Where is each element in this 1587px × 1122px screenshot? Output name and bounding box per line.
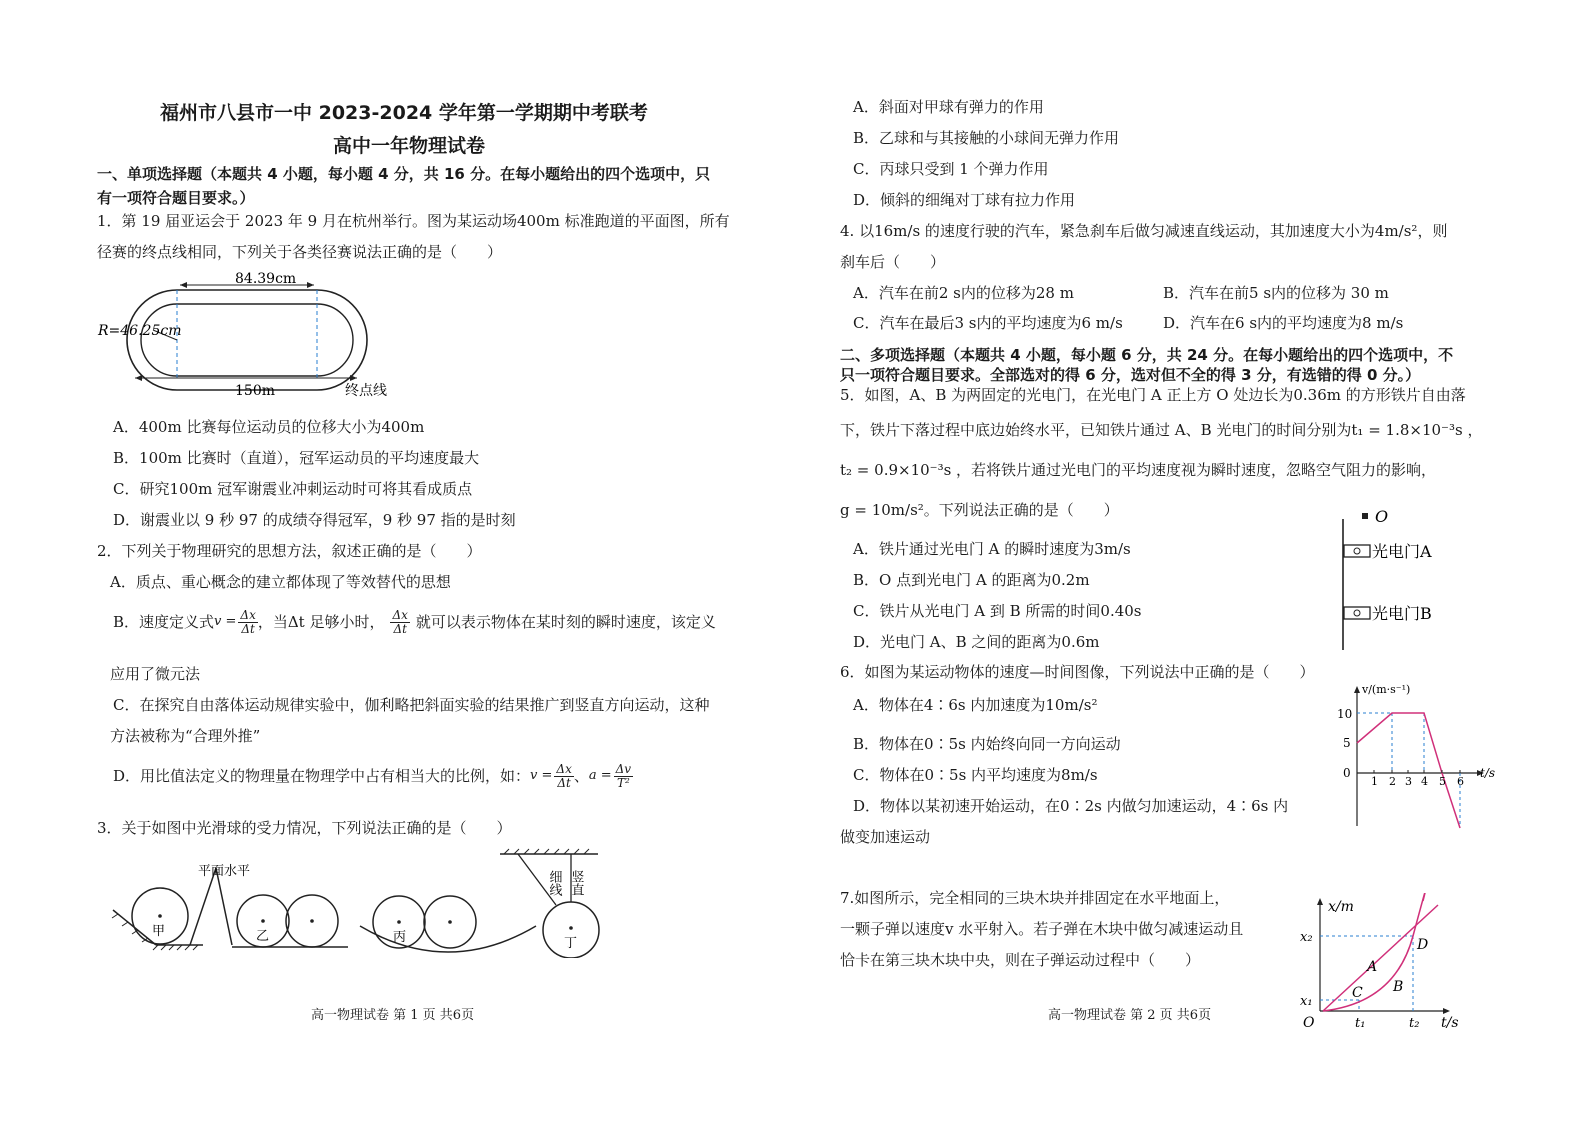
vt-xtick-1: 1 [1371, 775, 1378, 788]
xt-x2-label: x₂ [1300, 930, 1313, 945]
track-bottom-label: 150m [235, 383, 275, 399]
vt-xtick-2: 2 [1389, 775, 1396, 788]
xt-point-c: C [1352, 985, 1363, 1001]
vt-xtick-6: 6 [1457, 775, 1464, 788]
q5-option-c: C．铁片从光电门 A 到 B 所需的时间0.40s [853, 602, 1142, 620]
q6-option-c: C．物体在0∶5s 内平均速度为8m/s [853, 766, 1098, 784]
section2-heading: 二、多项选择题（本题共 4 小题，每小题 6 分，共 24 分。在每小题给出的四个选项中，不 [840, 346, 1454, 364]
vt-ytick-0: 0 [1343, 766, 1351, 780]
q3-option-b: B．乙球和与其接触的小球间无弹力作用 [853, 129, 1120, 147]
q7-stem-2: 一颗子弹以速度v 水平射入。若子弹在木块中做匀减速运动且 [840, 920, 1244, 938]
q6-option-b: B．物体在0∶5s 内始终向同一方向运动 [853, 735, 1121, 753]
xt-graph [1295, 893, 1460, 1035]
section1-heading: 一、单项选择题（本题共 4 小题，每小题 4 分，共 16 分。在每小题给出的四个选项中，只 [97, 165, 711, 183]
vt-ytick-10: 10 [1337, 707, 1353, 721]
q2-b-fraction [238, 609, 257, 636]
exam-subtitle: 高中一年物理试卷 [333, 135, 486, 157]
q2-d-v: v = [530, 768, 553, 783]
gate-a-label: 光电门A [1372, 542, 1432, 561]
xt-x1-label: x₁ [1300, 994, 1313, 1009]
q7-stem-3: 恰卡在第三块木块中央，则在子弹运动过程中（ ） [840, 951, 1201, 969]
q3-option-a: A．斜面对甲球有弹力的作用 [853, 98, 1044, 116]
fraction-numerator: Δv [615, 761, 632, 776]
q2-d-prefix: D．用比值法定义的物理量在物理学中占有相当大的比例，如： [113, 767, 531, 785]
xt-ylabel: x/m [1328, 899, 1354, 915]
vt-xtick-3: 3 [1405, 775, 1412, 788]
xt-xlabel: t/s [1441, 1015, 1459, 1031]
q6-stem: 6．如图为某运动物体的速度—时间图像，下列说法中正确的是（ ） [840, 663, 1315, 681]
q4-stem: 4. 以16m/s 的速度行驶的汽车，紧急刹车后做匀减速直线运动，其加速度大小为4m/s²，则 [840, 222, 1448, 240]
q5-option-a: A．铁片通过光电门 A 的瞬时速度为3m/s [853, 540, 1131, 558]
track-diagram [95, 268, 405, 400]
q1-option-b: B．100m 比赛时（直道），冠军运动员的平均速度最大 [113, 449, 480, 467]
q1-stem-cont: 径赛的终点线相同，下列关于各类径赛说法正确的是（ ） [97, 243, 503, 261]
vt-xlabel: t/s [1480, 766, 1496, 780]
q2-d-separator: 、 [573, 767, 589, 785]
q5-option-b: B．O 点到光电门 A 的距离为0.2m [853, 571, 1090, 589]
fraction-denominator: Δt [241, 621, 255, 636]
q2-option-c-cont: 方法被称为“合理外推” [110, 727, 261, 745]
q4-option-d: D．汽车在6 s内的平均速度为8 m/s [1163, 314, 1404, 332]
finish-line-label: 终点线 [345, 383, 387, 399]
xt-point-d: D [1417, 937, 1429, 953]
q2-stem: 2．下列关于物理研究的思想方法，叙述正确的是（ ） [97, 542, 482, 560]
q2-d-fraction-2 [614, 763, 633, 790]
vt-xtick-4: 4 [1421, 775, 1428, 788]
q5-stem-4: g = 10m/s²。下列说法正确的是（ ） [840, 501, 1119, 519]
page1-footer: 高一物理试卷 第 1 页 共6页 [311, 1008, 475, 1023]
q1-option-c: C．研究100m 冠军谢震业冲刺运动时可将其看成质点 [113, 480, 473, 498]
q2-d-fraction-1 [554, 763, 573, 790]
q1-option-d: D．谢震业以 9 秒 97 的成绩夺得冠军，9 秒 97 指的是时刻 [113, 511, 516, 529]
q5-stem: 5．如图，A、B 为两固定的光电门，在光电门 A 正上方 O 处边长为0.36m 的方形铁片自由落 [840, 386, 1466, 404]
xt-origin: O [1303, 1015, 1315, 1031]
q2-option-b-cont: 应用了微元法 [110, 665, 201, 683]
balls-diagram [108, 848, 608, 958]
q2-option-b [113, 604, 716, 640]
q4-option-b: B．汽车在前5 s内的位移为 30 m [1163, 284, 1389, 302]
gate-b-label: 光电门B [1372, 604, 1432, 623]
rope-label-1: 细线 [546, 870, 562, 896]
q7-stem: 7.如图所示，完全相同的三块木块并排固定在水平地面上， [840, 889, 1230, 907]
vt-ylabel: v/(m·s⁻¹) [1362, 683, 1411, 696]
q4-option-a: A．汽车在前2 s内的位移为28 m [853, 284, 1074, 302]
q5-stem-2: 下，铁片下落过程中底边始终水平，已知铁片通过 A、B 光电门的时间分别为t₁ = 1.8×10⁻³s ， [840, 421, 1483, 439]
q2-option-c: C．在探究自由落体运动规律实验中，伽利略把斜面实验的结果推广到竖直方向运动，这种 [113, 696, 710, 714]
q6-option-d-cont: 做变加速运动 [840, 828, 931, 846]
xt-t1-label: t₁ [1355, 1016, 1366, 1031]
point-o-label: O [1375, 507, 1389, 526]
fraction-denominator: T² [616, 775, 630, 790]
xt-point-b: B [1393, 979, 1404, 995]
fraction-numerator: Δx [240, 607, 256, 622]
q2-option-d [113, 758, 633, 794]
xt-point-a: A [1367, 959, 1378, 975]
section2-heading-cont: 只一项符合题目要求。全部选对的得 6 分，选对但不全的得 3 分，有选错的得 0 分。） [840, 366, 1421, 384]
ball-jia-label: 甲 [152, 924, 166, 939]
vt-ytick-5: 5 [1343, 736, 1351, 750]
q6-option-d: D．物体以某初速开始运动，在0∶2s 内做匀加速运动，4∶6s 内 [853, 797, 1289, 815]
ball-yi-label: 乙 [256, 929, 270, 944]
vt-xtick-5: 5 [1439, 775, 1446, 788]
q2-b-middle: ，当Δt 足够小时， [257, 613, 385, 631]
q6-option-a: A．物体在4∶6s 内加速度为10m/s² [853, 696, 1098, 714]
ball-ding-label: 丁 [564, 936, 578, 951]
q4-stem-cont: 刹车后（ ） [840, 253, 946, 271]
q4-option-c: C．汽车在最后3 s内的平均速度为6 m/s [853, 314, 1123, 332]
photogate-diagram [1335, 505, 1450, 653]
q1-option-a: A．400m 比赛每位运动员的位移大小为400m [113, 418, 425, 436]
q2-d-a: a = [588, 768, 612, 783]
q3-stem: 3．关于如图中光滑球的受力情况，下列说法正确的是（ ） [97, 819, 512, 837]
fraction-denominator: Δt [393, 621, 407, 636]
track-top-label: 84.39cm [235, 271, 297, 287]
fraction-numerator: Δx [392, 607, 408, 622]
flat-horizontal-label: 平面水平 [198, 864, 251, 879]
q3-option-c: C．丙球只受到 1 个弹力作用 [853, 160, 1049, 178]
q2-b-suffix: 就可以表示物体在某时刻的瞬时速度，该定义 [415, 613, 716, 631]
vt-graph [1330, 676, 1500, 832]
page2-footer: 高一物理试卷 第 2 页 共6页 [1048, 1008, 1212, 1023]
track-radius-label: R=46.25cm [98, 323, 182, 339]
fraction-numerator: Δx [556, 761, 572, 776]
section1-heading-cont: 有一项符合题目要求。） [97, 189, 255, 207]
q5-option-d: D．光电门 A、B 之间的距离为0.6m [853, 633, 1100, 651]
q2-b-prefix: B．速度定义式 [113, 613, 215, 631]
q2-b-v: v = [214, 614, 237, 629]
q5-stem-3: t₂ = 0.9×10⁻³s ，若将铁片通过光电门的平均速度视为瞬时速度，忽略空气阻力的影响， [840, 461, 1437, 479]
exam-title: 福州市八县市一中 2023-2024 学年第一学期期中考联考 [160, 102, 648, 124]
ball-bing-label: 丙 [393, 930, 407, 945]
q3-option-d: D．倾斜的细绳对丁球有拉力作用 [853, 191, 1076, 209]
fraction-denominator: Δt [557, 775, 571, 790]
q2-b-fraction-2 [390, 609, 409, 636]
q2-option-a: A．质点、重心概念的建立都体现了等效替代的思想 [110, 573, 451, 591]
rope-label-2: 竖直 [568, 870, 584, 896]
xt-t2-label: t₂ [1409, 1016, 1420, 1031]
q1-stem: 1．第 19 届亚运会于 2023 年 9 月在杭州举行。图为某运动场400m 标准跑道的平面图，所有 [97, 212, 730, 230]
